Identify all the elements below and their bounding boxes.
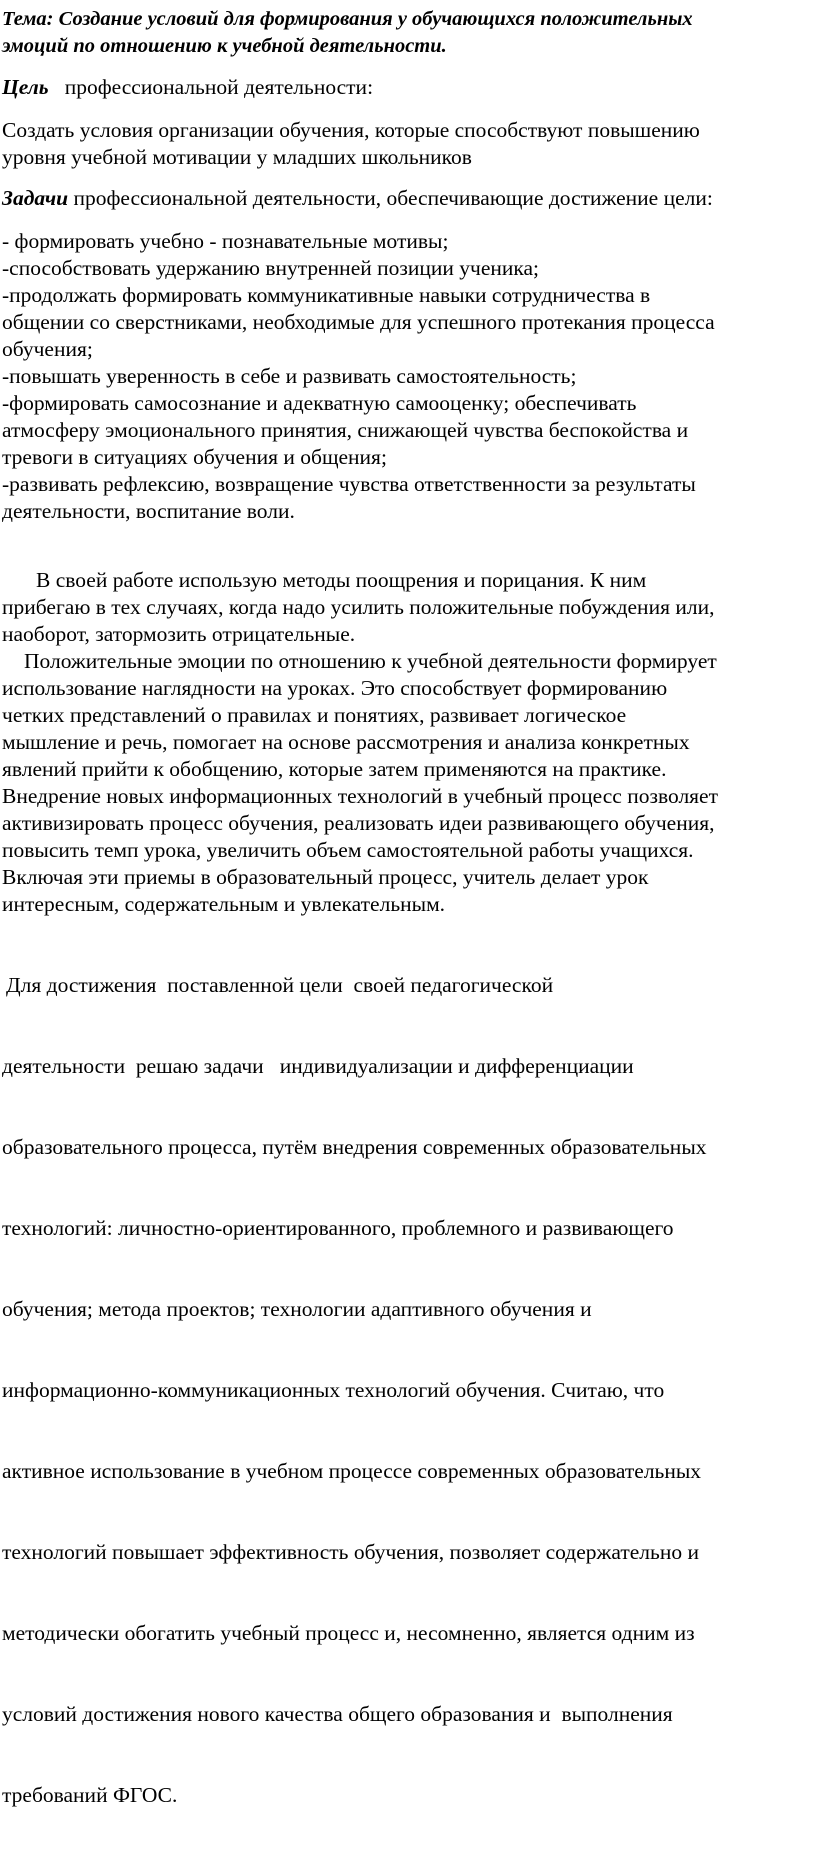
paragraph-line: условий достижения нового качества общего образования и выполнения: [2, 1702, 673, 1726]
goal-text-line: Создать условия организации обучения, которые способствуют повышению: [2, 118, 700, 142]
task-line: общении со сверстниками, необходимые для успешного протекания процесса: [2, 310, 715, 334]
tasks-list: [2, 228, 814, 525]
task-line: -способствовать удержанию внутренней позиции ученика;: [2, 256, 540, 280]
paragraph-line: методически обогатить учебный процесс и, несомненно, является одним из: [2, 1621, 695, 1645]
paragraph-line: четких представлений о правилах и понятиях, развивает логическое: [2, 703, 627, 727]
body-paragraph-2: [2, 648, 814, 918]
task-line: деятельности, воспитание воли.: [2, 499, 295, 523]
paragraph-line: Включая эти приемы в образовательный процесс, учитель делает урок: [2, 865, 649, 889]
paragraph-line: мышление и речь, помогает на основе рассмотрения и анализа конкретных: [2, 730, 690, 754]
paragraph-line: Внедрение новых информационных технологий в учебный процесс позволяет: [2, 784, 718, 808]
goal-text: [2, 117, 814, 171]
task-line: -развивать рефлексию, возвращение чувства ответственности за результаты: [2, 472, 696, 496]
paragraph-line: явлений прийти к обобщению, которые затем применяются на практике.: [2, 757, 667, 781]
topic-line-1: [2, 6, 814, 33]
paragraph-line: Для достижения поставленной цели своей педагогической: [6, 973, 554, 997]
task-line: -продолжать формировать коммуникативные навыки сотрудничества в: [2, 283, 651, 307]
goal-heading-rest: профессиональной деятельности:: [48, 75, 374, 99]
goal-heading: [2, 74, 814, 101]
paragraph-line: информационно-коммуникационных технологий обучения. Считаю, что: [2, 1378, 665, 1402]
topic-label: Тема:: [2, 8, 54, 30]
task-line: обучения;: [2, 337, 93, 361]
paragraph-line: деятельности решаю задачи индивидуализации и дифференциации: [2, 1054, 634, 1078]
paragraph-line: использование наглядности на уроках. Это способствует формированию: [2, 676, 668, 700]
goal-text-line: уровня учебной мотивации у младших школьников: [2, 145, 472, 169]
task-line: -формировать самосознание и адекватную самооценку; обеспечивать: [2, 391, 637, 415]
paragraph-line: технологий: личностно-ориентированного, проблемного и развивающего: [2, 1216, 674, 1240]
paragraph-line: активное использование в учебном процессе современных образовательных: [2, 1459, 702, 1483]
paragraph-line: обучения; метода проектов; технологии адаптивного обучения и: [2, 1297, 592, 1321]
paragraph-line: требований ФГОС.: [2, 1783, 178, 1807]
paragraph-line: активизировать процесс обучения, реализовать идеи развивающего обучения,: [2, 811, 715, 835]
topic-text-1: Создание условий для формирования у обучающихся положительных: [53, 8, 693, 30]
goal-lead: Цель: [2, 75, 49, 99]
task-line: тревоги в ситуациях обучения и общения;: [2, 445, 387, 469]
paragraph-line: наоборот, затормозить отрицательные.: [2, 622, 356, 646]
tasks-heading-rest: профессиональной деятельности, обеспечивающие достижение цели:: [68, 186, 713, 210]
tasks-lead: Задачи: [2, 186, 69, 210]
topic-line-2: эмоций по отношению к учебной деятельности.: [2, 35, 447, 57]
paragraph-line: интересным, содержательным и увлекательным.: [2, 892, 446, 916]
body-paragraph-1: [2, 567, 814, 648]
tasks-heading: [2, 185, 814, 212]
paragraph-line: Положительные эмоции по отношению к учебной деятельности формирует: [24, 649, 717, 673]
paragraph-line: прибегаю в тех случаях, когда надо усилить положительные побуждения или,: [2, 595, 715, 619]
paragraph-line: повысить темп урока, увеличить объем самостоятельной работы учащихся.: [2, 838, 694, 862]
paragraph-line: В своей работе использую методы поощрения и порицания. К ним: [36, 568, 647, 592]
task-line: -повышать уверенность в себе и развивать самостоятельность;: [2, 364, 577, 388]
body-paragraph-3: [2, 918, 814, 1863]
task-line: атмосферу эмоционального принятия, снижающей чувства беспокойства и: [2, 418, 689, 442]
task-line: - формировать учебно - познавательные мотивы;: [2, 229, 449, 253]
paragraph-line: образовательного процесса, путём внедрения современных образовательных: [2, 1135, 707, 1159]
topic-heading: [2, 6, 814, 60]
paragraph-line: технологий повышает эффективность обучения, позволяет содержательно и: [2, 1540, 699, 1564]
